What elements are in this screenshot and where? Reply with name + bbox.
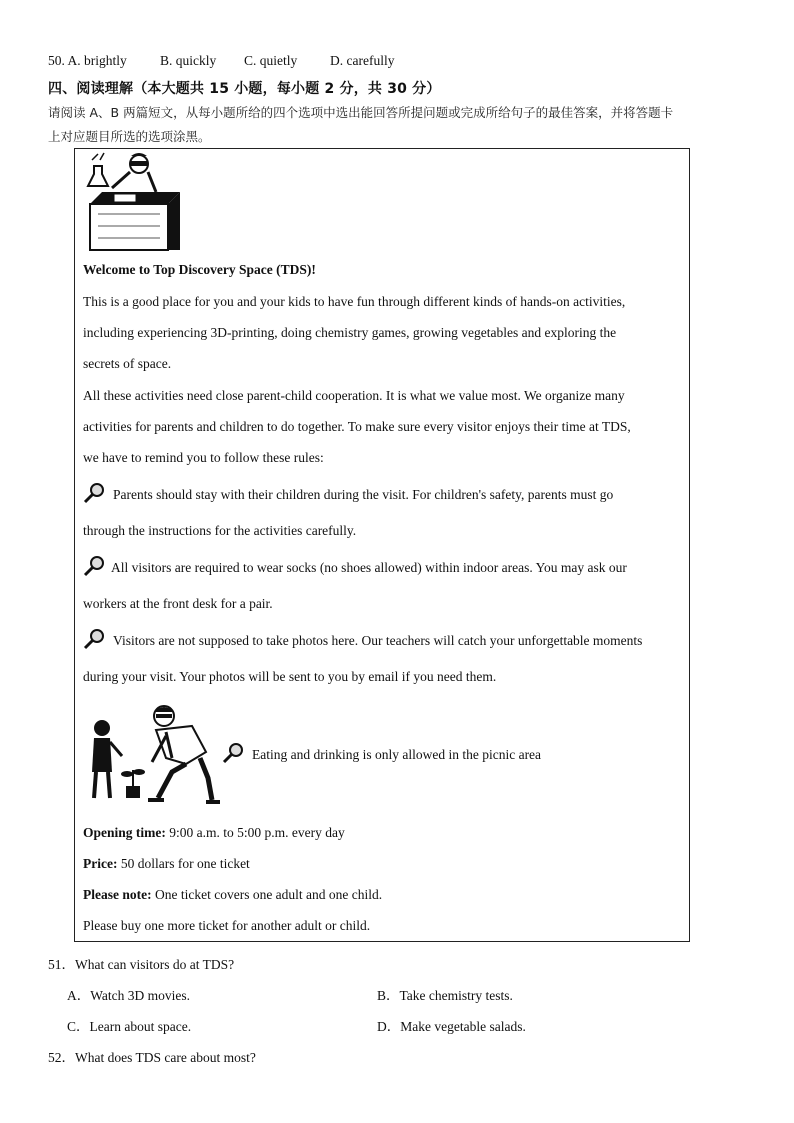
section-instruction-line1: 请阅读 A、B 两篇短文，从每小题所给的四个选项中选出能回答所提问题或完成所给句子的最佳答案，并将答题卡 — [48, 105, 674, 120]
para1-line3: secrets of space. — [83, 356, 172, 371]
eating-rule: Eating and drinking is only allowed in the picnic area — [252, 747, 542, 762]
rule1-line1: Parents should stay with their children during the visit. For children's safety, parents must go — [113, 487, 614, 502]
opening-time-value: 9:00 a.m. to 5:00 p.m. every day — [165, 825, 345, 840]
magnifier-icon — [83, 555, 105, 577]
q51-option-a: A．Watch 3D movies. — [67, 988, 191, 1003]
scientist-at-desk-illustration — [84, 152, 184, 252]
q51-option-c: C．Learn about space. — [67, 1019, 192, 1034]
q50-option-b: B. quickly — [160, 53, 217, 68]
opening-time-label: Opening time: — [83, 825, 166, 840]
q51-option-d: D．Make vegetable salads. — [377, 1019, 526, 1034]
magnifier-icon — [83, 482, 105, 504]
magnifier-icon — [83, 628, 105, 650]
note-value: One ticket covers one adult and one child. — [151, 887, 383, 902]
price — [83, 856, 250, 872]
section-instruction-line2: 上对应题目所选的选项涂黑。 — [48, 129, 211, 144]
note-line2: Please buy one more ticket for another adult or child. — [83, 918, 371, 933]
price-label: Price: — [83, 856, 118, 871]
magnifier-icon — [222, 742, 244, 764]
para2-line2: activities for parents and children to do together. To make sure every visitor enjoys their time at TDS, — [83, 419, 631, 434]
opening-time — [83, 825, 345, 841]
para2-line1: All these activities need close parent-child cooperation. It is what we value most. We organize many — [83, 388, 625, 403]
q50-option-a: 50. A. brightly — [48, 53, 127, 68]
rule2-line2: workers at the front desk for a pair. — [83, 596, 273, 611]
question-50-options — [48, 53, 394, 69]
please-note — [83, 887, 382, 903]
para1-line2: including experiencing 3D-printing, doing chemistry games, growing vegetables and exploring the — [83, 325, 617, 340]
q50-option-c: C. quietly — [244, 53, 298, 68]
adult-child-plant-illustration — [82, 702, 222, 806]
rule1-line2: through the instructions for the activities carefully. — [83, 523, 357, 538]
rule3-line1: Visitors are not supposed to take photos here. Our teachers will catch your unforgettable moments — [113, 633, 643, 648]
passage-heading: Welcome to Top Discovery Space (TDS)! — [83, 262, 316, 277]
note-label: Please note: — [83, 887, 152, 902]
price-value: 50 dollars for one ticket — [117, 856, 250, 871]
rule2-line1: All visitors are required to wear socks (no shoes allowed) within indoor areas. You may ask our — [111, 560, 627, 575]
q51-stem: 51．What can visitors do at TDS? — [48, 957, 235, 972]
para2-line3: we have to remind you to follow these rules: — [83, 450, 324, 465]
section-title: 四、阅读理解（本大题共 15 小题，每小题 2 分，共 30 分） — [48, 81, 441, 97]
para1-line1: This is a good place for you and your kids to have fun through different kinds of hands-on activities, — [83, 294, 626, 309]
rule3-line2: during your visit. Your photos will be sent to you by email if you need them. — [83, 669, 497, 684]
q52-stem: 52．What does TDS care about most? — [48, 1050, 256, 1065]
q50-option-d: D. carefully — [330, 53, 395, 68]
q51-option-b: B．Take chemistry tests. — [377, 988, 513, 1003]
